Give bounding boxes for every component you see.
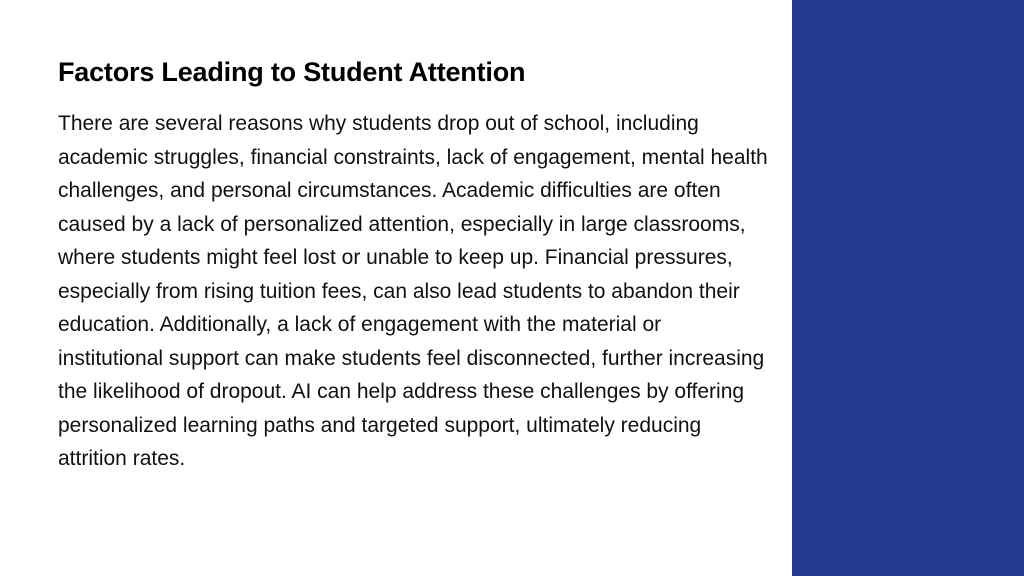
accent-panel [792,0,1024,576]
slide-content [58,52,768,476]
slide-title: Factors Leading to Student Attention [58,57,526,87]
slide-body-paragraph: There are several reasons why students drop out of school, including academic struggles, financial constraints, lack of engagement, mental health challenges, and personal circumstances. Academic difficulties are often caused by a lack of personalized attention, especially in large classrooms, where students might feel lost or unable to keep up. Financial pressures, especially from rising tuition fees, can also lead students to abandon their education. Additionally, a lack of engagement with the material or institutional support can make students feel disconnected, further increasing the likelihood of dropout. AI can help address these challenges by offering personalized learning paths and targeted support, ultimately reducing attrition rates. [58,112,768,470]
